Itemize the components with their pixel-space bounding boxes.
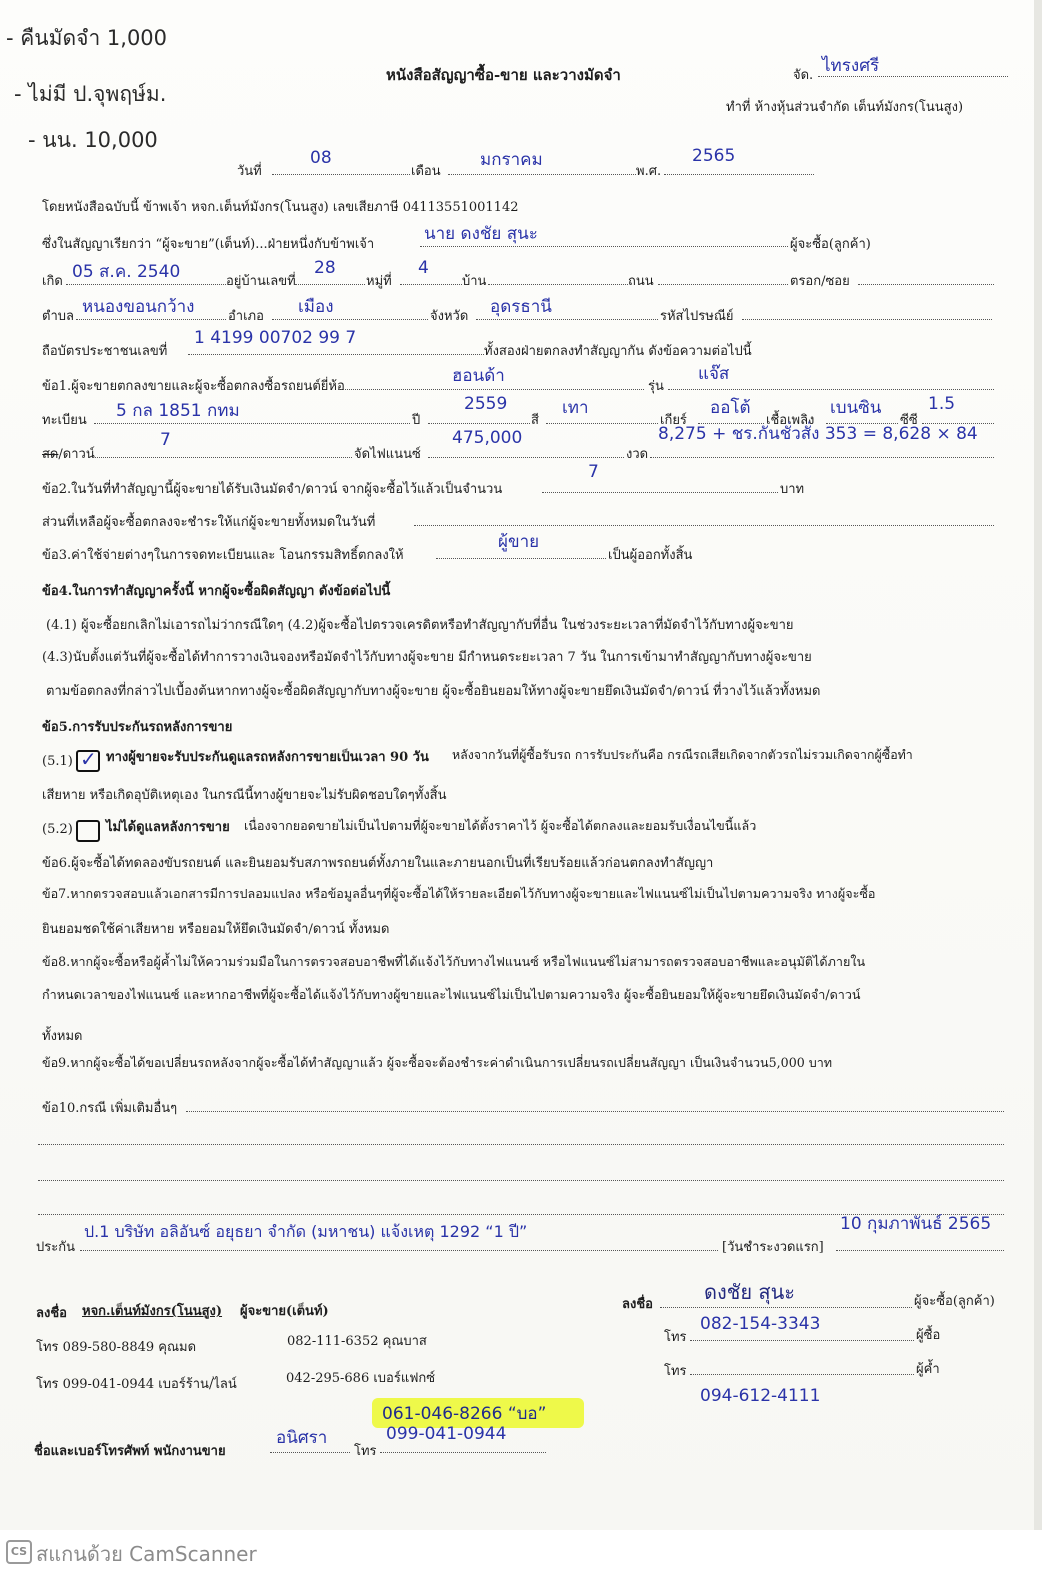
buyer-name: นาย ดงชัย สุนะ xyxy=(424,224,538,244)
clause3-text: ข้อ3.ค่าใช้จ่ายต่างๆในการจดทะเบียนและ โอนกรรมสิทธิ์ตกลงให้ xyxy=(42,548,404,563)
car-color: เทา xyxy=(562,398,589,418)
intro-line1: โดยหนังสือฉบับนี้ ข้าพเจ้า หจก.เต็นท์มังกร(โนนสูง) เลขเสียภาษี 04113551001142 xyxy=(42,200,519,215)
salesperson-phone-label: โทร xyxy=(354,1444,377,1459)
option1-bold: ทางผู้ขายจะรับประกันดูแลรถหลังการขายเป็นเวลา 90 วัน xyxy=(106,750,429,765)
moo-label: หมู่ที่ xyxy=(366,274,392,289)
clause7-line1: ข้อ7.หากตรวจสอบแล้วเอกสารมีการปลอมแปลง หรือข้อมูลอื่นๆที่ผู้จะซื้อได้ให้รายละเอียดไว้กับทางผู้จะขายและไฟแนนซ์ไม่เป็นไปตามความจริง ทางผู้จะซื้อ xyxy=(42,886,876,901)
fuel-label: เชื้อเพลิง xyxy=(766,413,815,428)
written-at-label: จัด. xyxy=(793,68,814,83)
clause10-label: ข้อ10.กรณี เพิ่มเติมอื่นๆ xyxy=(42,1101,178,1116)
salesperson-label: ชื่อและเบอร์โทรศัพท์ พนักงานขาย xyxy=(34,1444,226,1459)
buyer-sign-label: ลงชื่อ xyxy=(622,1297,653,1312)
clause9: ข้อ9.หากผู้จะซื้อได้ขอเปลี่ยนรถหลังจากผู้จะซื้อได้ทำสัญญาแล้ว ผู้จะซื้อจะต้องชำระค่าดำเนินการเปลี่ยนรถเปลี่ยนสัญญา เป็นเงินจำนวน5,000 บาท xyxy=(42,1055,833,1070)
clause4-line2: (4.3)นับตั้งแต่วันที่ผู้จะซื้อได้ทำการวางเงินจองหรือมัดจำไว้กับทางผู้จะขาย มีกำหนดระยะเวลา 7 วัน ในการเข้ามาทำสัญญากับทางผู้จะขาย xyxy=(42,650,812,665)
option1-text2: เสียหาย หรือเกิดอุบัติเหตุเอง ในกรณีนี้ทางผู้ขายจะไม่รับผิดชอบใดๆทั้งสิ้น xyxy=(42,788,447,803)
house-no-label: อยู่บ้านเลขที่ xyxy=(226,274,296,289)
soi-label: ตรอก/ซอย xyxy=(790,274,850,289)
intro-line2-suffix: ผู้จะซื้อ(ลูกค้า) xyxy=(790,237,871,252)
installment-value: 8,275 + ชร.กันชั่วสั่ง 353 = 8,628 × 84 xyxy=(658,424,978,444)
down-label: สด/ดาวน์ xyxy=(42,447,95,462)
seller-phone-1: โทร 089-580-8849 คุณมด xyxy=(36,1340,197,1355)
buyer-phone1-role: ผู้ซื้อ xyxy=(916,1328,941,1343)
seller-sign-label: ลงชื่อ xyxy=(36,1306,67,1321)
buyer-phone2-role: ผู้ค้ำ xyxy=(916,1362,940,1377)
down-label-text: ดาวน์ xyxy=(62,447,95,462)
seller-role: ผู้จะขาย(เต็นท์) xyxy=(240,1304,329,1319)
province-value: อุดรธานี xyxy=(490,297,552,317)
option2-checkbox[interactable] xyxy=(76,820,100,842)
buyer-phone2: 094-612-4111 xyxy=(700,1386,821,1406)
checkmark-icon: ✓ xyxy=(80,747,97,771)
clause4-line3: ตามข้อตกลงที่กล่าวไปเบื้องต้นหากทางผู้จะซื้อผิดสัญญากับทางผู้จะขาย ผู้จะซื้อยินยอมให้ทางผู้จะขายยึดเงินมัดจำ/ดาวน์ ที่วางไว้แล้วทั้งหมด xyxy=(46,684,821,699)
district-label: อำเภอ xyxy=(228,309,264,324)
option2-number: (5.2) xyxy=(42,822,73,837)
option2-text: เนื่องจากยอดขายไม่เป็นไปตามที่ผู้จะขายได้ตั้งราคาไว้ ผู้จะซื้อได้ตกลงและยอมรับเงื่อนไขนี้แล้ว xyxy=(244,818,757,833)
finance-value: 475,000 xyxy=(452,428,523,448)
district-value: เมือง xyxy=(298,297,334,317)
born-label: เกิด xyxy=(42,274,63,289)
car-model: แจ๊ส xyxy=(698,364,730,384)
clause1-label: ข้อ1.ผู้จะขายตกลงขายและผู้จะซื้อตกลงซื้อรถยนต์ยี่ห้อ xyxy=(42,379,345,394)
clause8-line1: ข้อ8.หากผู้จะซื้อหรือผู้ค้ำไม่ให้ความร่วมมือในการตรวจสอบอาชีพที่ได้แจ้งไว้กับทางไฟแนนซ์ หรือไฟแนนซ์ไม่สามารถตรวจสอบอาชีพและอนุมัติได้ภายใน xyxy=(42,954,866,969)
salesperson-phone: 099-041-0944 xyxy=(386,1424,507,1444)
margin-note-2: - ไม่มี ป.จุพฤษ์ม. xyxy=(14,82,167,106)
year-car-label: ปี xyxy=(412,413,421,428)
buyer-phone2-label: โทร xyxy=(664,1364,687,1379)
buyer-signature: ดงชัย สุนะ xyxy=(704,1280,796,1304)
id-value: 1 4199 00702 99 7 xyxy=(194,328,357,348)
seller-phone-3: โทร 099-041-0944 เบอร์ร้าน/ไลน์ xyxy=(36,1377,237,1392)
clause5-heading: ข้อ5.การรับประกันรถหลังการขาย xyxy=(42,720,233,735)
salesperson-name: อนิศรา xyxy=(276,1428,328,1448)
margin-note-1: - คืนมัดจำ 1,000 xyxy=(6,26,168,50)
house-no-value: 28 xyxy=(314,258,336,278)
year-value: 2565 xyxy=(692,146,736,166)
clause2-rest: ส่วนที่เหลือผู้จะซื้อตกลงจะชำระให้แก่ผู้จะขายทั้งหมดในวันที่ xyxy=(42,515,376,530)
clause3-suffix: เป็นผู้ออกทั้งสิ้น xyxy=(608,548,693,563)
car-brand: ฮอนด้า xyxy=(452,366,505,386)
subdistrict-label: ตำบล xyxy=(42,309,74,324)
province-label: จังหวัด xyxy=(430,309,469,324)
page-edge xyxy=(1034,0,1042,1530)
made-at: ทำที่ ห้างหุ้นส่วนจำกัด เต็นท์มังกร(โนนสูง) xyxy=(726,100,964,115)
finance-label: จัดไฟแนนซ์ xyxy=(354,447,421,462)
clause6: ข้อ6.ผู้จะซื้อได้ทดลองขับรถยนต์ และยินยอมรับสภาพรถยนต์ทั้งภายในและภายนอกเป็นที่เรียบร้อยแล้วก่อนตกลงทำสัญญา xyxy=(42,856,714,871)
deposit-amount: 7 xyxy=(588,462,599,482)
option1-checkbox[interactable] xyxy=(76,747,100,772)
deposit-unit: บาท xyxy=(780,482,805,497)
scanner-footer xyxy=(0,1530,1042,1572)
written-at-value: ไทรงศรี xyxy=(822,56,880,76)
day-label: วันที่ xyxy=(237,164,262,179)
postcode-label: รหัสไปรษณีย์ xyxy=(660,309,734,324)
car-cc: 1.5 xyxy=(928,394,956,414)
car-reg: 5 กล 1851 กทม xyxy=(116,401,240,421)
car-year: 2559 xyxy=(464,394,508,414)
road-label: ถนน xyxy=(628,274,654,289)
buyer-phone1-label: โทร xyxy=(664,1330,687,1345)
month-value: มกราคม xyxy=(480,150,543,170)
clause8-line2: กำหนดเวลาของไฟแนนซ์ และหากอาชีพที่ผู้จะซื้อได้แจ้งไว้กับทางผู้ขายและไฟแนนซ์ไม่เป็นไปตามความจริง ผู้จะซื้อยินยอมให้ผู้จะขายยึดเงินมัดจำ/ดาวน์ xyxy=(42,987,861,1002)
buyer-phone1: 082-154-3343 xyxy=(700,1314,821,1334)
clause2-text: ข้อ2.ในวันที่ทำสัญญานี้ผู้จะขายได้รับเงินมัดจำ/ดาวน์ จากผู้จะซื้อไว้แล้วเป็นจำนวน xyxy=(42,482,503,497)
margin-note-3: - นน. 10,000 xyxy=(28,128,158,152)
month-label: เดือน xyxy=(411,164,441,179)
clause8-line3: ทั้งหมด xyxy=(42,1029,83,1044)
insurance-value: ป.1 บริษัท อลิอันซ์ อยุธยา จำกัด (มหาชน) แจ้งเหตุ 1292 “1 ปี” xyxy=(84,1222,528,1241)
id-suffix: ทั้งสองฝ่ายตกลงทำสัญญากัน ดังข้อความต่อไปนี้ xyxy=(484,344,752,359)
first-due-value: 10 กุมภาพันธ์ 2565 xyxy=(840,1214,992,1234)
camscanner-logo-icon: CS xyxy=(6,1540,32,1564)
car-gear: ออโต้ xyxy=(710,398,751,418)
gear-label: เกียร์ xyxy=(660,413,687,428)
moo-value: 4 xyxy=(418,258,429,278)
down-value: 7 xyxy=(160,430,171,450)
clause4-heading: ข้อ4.ในการทำสัญญาครั้งนี้ หากผู้จะซื้อผิดสัญญา ดังข้อต่อไปนี้ xyxy=(42,584,391,599)
option2-bold: ไม่ได้ดูแลหลังการขาย xyxy=(106,820,230,835)
car-fuel: เบนซิน xyxy=(830,398,882,418)
intro-line2-prefix: ซึ่งในสัญญาเรียกว่า “ผู้จะขาย”(เต็นท์)...ฝ่ายหนึ่งกับข้าพเจ้า xyxy=(42,237,375,252)
installment-label: งวด xyxy=(626,447,649,462)
model-label: รุ่น xyxy=(648,379,664,394)
color-label: สี xyxy=(531,413,539,428)
village-label: บ้าน xyxy=(462,274,487,289)
scanner-text: สแกนด้วย CamScanner xyxy=(36,1542,257,1566)
highlighted-phone-note: 061-046-8266 “บอ” xyxy=(382,1404,547,1424)
option1-number: (5.1) xyxy=(42,754,73,769)
cc-label: ซีซี xyxy=(900,413,918,428)
day-value: 08 xyxy=(310,148,332,168)
reg-label: ทะเบียน xyxy=(42,413,87,428)
seller-phone-4: 042-295-686 เบอร์แฟกซ์ xyxy=(286,1371,436,1386)
option1-text: หลังจากวันที่ผู้ซื้อรับรถ การรับประกันคือ กรณีรถเสียเกิดจากตัวรถไม่รวมเกิดจากผู้ซื้อทำ xyxy=(452,747,913,762)
clause4-line1: (4.1) ผู้จะซื้อยกเลิกไม่เอารถไม่ว่ากรณีใดๆ (4.2)ผู้จะซื้อไปตรวจเครดิตหรือทำสัญญากับที่อื่น ในช่วงระยะเวลาที่มัดจำไว้กับทางผู้จะขาย xyxy=(46,618,794,633)
insurance-label: ประกัน xyxy=(36,1240,75,1255)
subdistrict-value: หนองขอนกว้าง xyxy=(82,297,195,317)
id-label: ถือบัตรประชาชนเลขที่ xyxy=(42,344,168,359)
first-due-label: [วันชำระงวดแรก] xyxy=(722,1240,824,1255)
down-strike: สด xyxy=(42,447,59,462)
seller-phone-2: 082-111-6352 คุณบาส xyxy=(287,1334,427,1349)
buyer-role: ผู้จะซื้อ(ลูกค้า) xyxy=(914,1294,995,1309)
document-title: หนังสือสัญญาซื้อ-ขาย และวางมัดจำ xyxy=(386,66,621,84)
clause7-line2: ยินยอมชดใช้ค่าเสียหาย หรือยอมให้ยึดเงินมัดจำ/ดาวน์ ทั้งหมด xyxy=(42,922,390,937)
seller-name: หจก.เต็นท์มังกร(โนนสูง) xyxy=(82,1304,223,1319)
born-value: 05 ส.ค. 2540 xyxy=(72,262,181,282)
year-label: พ.ศ. xyxy=(636,164,662,179)
expense-payer: ผู้ขาย xyxy=(498,532,540,552)
